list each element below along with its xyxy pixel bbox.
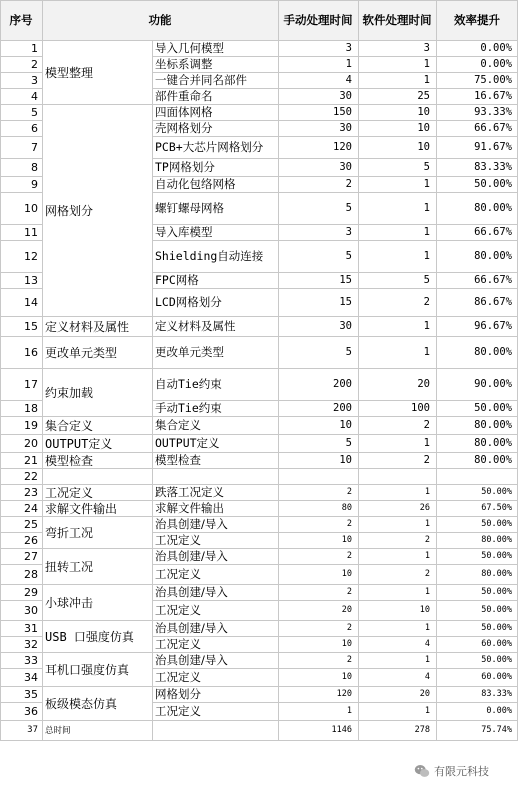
manual-time-cell[interactable]: 15 [339,274,352,286]
manual-time-cell[interactable]: 5 [345,437,352,449]
efficiency-cell[interactable]: 66.67% [474,226,512,238]
header-seq[interactable]: 序号 [0,0,42,40]
software-time-cell[interactable]: 2 [424,569,430,579]
item-cell[interactable]: 治具创建/导入 [155,517,228,531]
item-cell[interactable]: 四面体网格 [155,105,213,119]
grid-line [0,88,42,89]
item-cell[interactable]: 求解文件输出 [155,501,224,515]
seq-cell[interactable]: 8 [31,160,38,174]
grid-line [0,104,518,105]
manual-time-cell[interactable]: 15 [339,296,352,308]
software-time-cell[interactable]: 26 [419,503,430,513]
seq-cell[interactable]: 7 [31,140,38,154]
grid-line [152,176,518,177]
efficiency-cell[interactable]: 50.00% [474,402,512,414]
seq-cell[interactable]: 14 [24,295,38,309]
item-cell[interactable]: 治具创建/导入 [155,549,228,563]
manual-time-cell[interactable]: 200 [333,378,352,390]
item-cell[interactable]: 治具创建/导入 [155,621,228,635]
manual-time-cell[interactable]: 10 [341,639,352,649]
item-cell[interactable]: 导入库模型 [155,225,213,239]
software-time-cell[interactable]: 1 [424,587,430,597]
grid-line [0,452,518,453]
software-time-cell[interactable]: 1 [424,655,430,665]
grid-line [152,636,518,637]
software-time-cell[interactable]: 278 [414,725,430,735]
manual-time-cell[interactable]: 3 [345,42,352,54]
software-time-cell[interactable]: 10 [417,141,430,153]
seq-cell[interactable]: 29 [24,585,38,599]
grid-line [0,720,518,721]
grid-line [0,668,42,669]
efficiency-cell[interactable]: 90.00% [474,378,512,390]
item-cell[interactable]: 螺钉螺母网格 [155,201,224,215]
category-cell[interactable]: 模型检查 [45,453,94,468]
manual-time-cell[interactable]: 3 [345,226,352,238]
grid-line [152,702,518,703]
software-time-cell[interactable]: 10 [417,106,430,118]
seq-cell[interactable]: 24 [24,501,38,515]
item-cell[interactable]: 集合定义 [155,418,201,432]
seq-cell[interactable]: 4 [31,89,38,103]
grid-line [0,336,518,337]
grid-line [0,468,518,469]
grid-line [0,400,42,401]
category-cell[interactable]: 工况定义 [45,485,94,500]
efficiency-cell[interactable]: 80.00% [481,569,512,579]
manual-time-cell[interactable]: 2 [346,487,352,497]
manual-time-cell[interactable]: 30 [339,122,352,134]
item-cell[interactable]: OUTPUT定义 [155,436,220,450]
item-cell[interactable]: TP网格划分 [155,160,215,174]
grid-line [0,40,518,41]
efficiency-cell[interactable]: 66.67% [474,122,512,134]
item-cell[interactable]: 治具创建/导入 [155,653,228,667]
efficiency-cell[interactable]: 75.00% [474,74,512,86]
item-cell[interactable]: 工况定义 [155,670,201,684]
item-cell[interactable]: 网格划分 [155,687,201,701]
category-cell[interactable]: 弯折工况 [45,525,94,540]
item-cell[interactable]: 坐标系调整 [155,57,213,71]
efficiency-cell[interactable]: 50.00% [481,519,512,529]
manual-time-cell[interactable]: 20 [341,605,352,615]
manual-time-cell[interactable]: 1 [346,706,352,716]
item-cell[interactable]: 工况定义 [155,637,201,651]
efficiency-cell[interactable]: 80.00% [474,250,512,262]
category-cell[interactable]: 板级模态仿真 [45,696,118,711]
grid-line [152,72,518,73]
grid-line [0,272,42,273]
seq-cell[interactable]: 22 [24,469,38,483]
efficiency-cell[interactable]: 66.67% [474,274,512,286]
seq-cell[interactable]: 25 [24,517,38,531]
grid-line [152,600,518,601]
manual-time-cell[interactable]: 5 [345,346,352,358]
grid-line [0,584,518,585]
grid-line [0,0,1,740]
manual-time-cell[interactable]: 2 [346,655,352,665]
software-time-cell[interactable]: 25 [417,90,430,102]
item-cell[interactable]: 跌落工况定义 [155,485,224,499]
efficiency-cell[interactable] [436,468,518,484]
item-cell[interactable]: LCD网格划分 [155,295,222,309]
manual-time-cell[interactable]: 5 [345,202,352,214]
manual-time-cell[interactable]: 10 [341,569,352,579]
grid-line [0,72,42,73]
item-cell[interactable]: 工况定义 [155,533,201,547]
software-time-cell[interactable]: 2 [423,454,430,466]
grid-line [0,702,42,703]
seq-cell[interactable]: 26 [24,533,38,547]
grid-line [0,56,42,57]
grid-line [0,240,42,241]
grid-line [152,120,518,121]
manual-time-cell[interactable]: 4 [345,74,352,86]
efficiency-cell[interactable]: 80.00% [474,202,512,214]
manual-time-cell[interactable]: 1 [345,58,352,70]
manual-time-cell[interactable]: 200 [333,402,352,414]
watermark-text: 有限元科技 [434,765,489,778]
category-cell[interactable]: 耳机口强度仿真 [45,662,130,677]
manual-time-cell[interactable]: 80 [341,503,352,513]
software-time-cell[interactable]: 1 [424,551,430,561]
efficiency-cell[interactable]: 60.00% [481,639,512,649]
efficiency-cell[interactable]: 50.00% [481,605,512,615]
manual-time-cell[interactable] [278,468,358,484]
grid-line [0,434,518,435]
manual-time-cell[interactable]: 10 [341,535,352,545]
grid-line [152,532,518,533]
grid-line [0,500,518,501]
grid-line [152,400,518,401]
software-time-cell[interactable]: 10 [419,605,430,615]
category-cell[interactable] [42,468,152,484]
seq-cell[interactable]: 30 [24,603,38,617]
grid-line [0,532,42,533]
category-cell[interactable]: 总时间 [45,726,71,736]
seq-cell[interactable]: 16 [24,345,38,359]
grid-line [0,620,518,621]
item-cell[interactable]: 自动Tie约束 [155,377,222,391]
software-time-cell[interactable]: 4 [424,672,430,682]
item-cell[interactable]: 定义材料及属性 [155,319,236,333]
efficiency-cell[interactable]: 50.00% [481,551,512,561]
header-feature[interactable]: 功能 [42,0,278,40]
watermark [412,762,491,780]
seq-cell[interactable]: 28 [24,567,38,581]
category-cell[interactable]: 集合定义 [45,418,94,433]
grid-line [152,56,518,57]
grid-line [152,136,518,137]
efficiency-cell[interactable]: 50.00% [481,655,512,665]
manual-time-cell[interactable]: 5 [345,250,352,262]
manual-time-cell[interactable]: 30 [339,161,352,173]
seq-cell[interactable]: 15 [24,319,38,333]
header-manual-time[interactable]: 手动处理时间 [278,0,358,40]
grid-line [152,564,518,565]
grid-line [0,136,42,137]
category-cell[interactable]: 扭转工况 [45,559,94,574]
software-time-cell[interactable]: 100 [411,402,430,414]
software-time-cell[interactable]: 10 [417,122,430,134]
manual-time-cell[interactable]: 10 [339,454,352,466]
grid-line [42,0,43,740]
grid-line [0,316,518,317]
efficiency-cell[interactable]: 60.00% [481,672,512,682]
seq-cell[interactable]: 9 [31,177,38,191]
item-cell[interactable]: 导入几何模型 [155,41,224,55]
seq-cell[interactable]: 34 [24,670,38,684]
software-time-cell[interactable]: 20 [417,378,430,390]
efficiency-cell[interactable]: 86.67% [474,296,512,308]
efficiency-cell[interactable]: 0.00% [486,706,512,716]
item-cell[interactable]: 模型检查 [155,453,201,467]
category-cell[interactable]: OUTPUT定义 [45,436,113,451]
seq-cell[interactable]: 13 [24,273,38,287]
item-cell[interactable]: 工况定义 [155,603,201,617]
software-time-cell[interactable]: 1 [423,58,430,70]
item-cell[interactable]: 一键合并同名部件 [155,73,247,87]
grid-line [0,564,42,565]
header-software-time[interactable]: 软件处理时间 [358,0,436,40]
efficiency-cell[interactable]: 0.00% [480,58,512,70]
seq-cell[interactable]: 10 [24,201,38,215]
software-time-cell[interactable]: 5 [423,161,430,173]
grid-line [0,636,42,637]
manual-time-cell[interactable]: 2 [345,178,352,190]
item-cell[interactable]: PCB+大芯片网格划分 [155,140,264,154]
manual-time-cell[interactable]: 2 [346,587,352,597]
seq-cell[interactable]: 37 [27,725,38,735]
grid-line [0,416,518,417]
item-cell[interactable] [152,468,278,484]
grid-line [0,516,518,517]
grid-line [436,0,437,740]
software-time-cell[interactable]: 3 [423,42,430,54]
manual-time-cell[interactable]: 2 [346,551,352,561]
seq-cell[interactable]: 35 [24,687,38,701]
item-cell[interactable]: 工况定义 [155,567,201,581]
category-cell[interactable]: 约束加载 [45,385,94,400]
grid-line [152,668,518,669]
category-cell[interactable]: 更改单元类型 [45,345,118,360]
manual-time-cell[interactable]: 120 [333,141,352,153]
grid-line [0,686,518,687]
efficiency-cell[interactable]: 93.33% [474,106,512,118]
grid-line [0,224,42,225]
software-time-cell[interactable]: 1 [423,437,430,449]
efficiency-cell[interactable]: 80.00% [474,454,512,466]
manual-time-cell[interactable]: 30 [339,90,352,102]
item-cell[interactable]: 手动Tie约束 [155,401,222,415]
item-cell[interactable]: FPC网格 [155,273,199,287]
grid-line [152,240,518,241]
software-time-cell[interactable]: 20 [419,689,430,699]
grid-line [152,88,518,89]
grid-line [0,120,42,121]
manual-time-cell[interactable]: 120 [336,689,352,699]
software-time-cell[interactable]: 1 [423,74,430,86]
seq-cell[interactable]: 27 [24,549,38,563]
software-time-cell[interactable]: 1 [423,250,430,262]
grid-line [152,224,518,225]
manual-time-cell[interactable]: 150 [333,106,352,118]
efficiency-cell[interactable]: 83.33% [474,161,512,173]
efficiency-cell[interactable]: 83.33% [481,689,512,699]
seq-cell[interactable]: 18 [24,401,38,415]
grid-line [0,484,518,485]
software-time-cell[interactable]: 4 [424,639,430,649]
grid-line [152,272,518,273]
grid-line [152,288,518,289]
item-cell[interactable]: Shielding自动连接 [155,249,264,263]
manual-time-cell[interactable]: 10 [339,419,352,431]
software-time-cell[interactable]: 2 [424,535,430,545]
software-time-cell[interactable]: 1 [423,226,430,238]
header-efficiency[interactable]: 效率提升 [436,0,518,40]
efficiency-cell[interactable]: 80.00% [481,535,512,545]
seq-cell[interactable]: 1 [31,41,38,55]
software-time-cell[interactable]: 1 [424,487,430,497]
seq-cell[interactable]: 3 [31,73,38,87]
grid-line [0,176,42,177]
grid-line [358,0,359,740]
efficiency-cell[interactable]: 67.50% [481,503,512,513]
item-cell[interactable]: 自动化包络网格 [155,177,236,191]
software-time-cell[interactable]: 1 [424,706,430,716]
item-cell[interactable]: 工况定义 [155,704,201,718]
seq-cell[interactable]: 11 [24,225,38,239]
seq-cell[interactable]: 20 [24,436,38,450]
efficiency-cell[interactable]: 50.00% [481,587,512,597]
item-cell[interactable]: 更改单元类型 [155,345,224,359]
software-time-cell[interactable]: 5 [423,274,430,286]
software-time-cell[interactable]: 1 [424,623,430,633]
efficiency-cell[interactable]: 91.67% [474,141,512,153]
category-cell[interactable]: 定义材料及属性 [45,319,130,334]
grid-line [278,0,279,740]
efficiency-cell[interactable]: 50.00% [474,178,512,190]
software-time-cell[interactable]: 2 [423,296,430,308]
efficiency-cell[interactable]: 50.00% [481,487,512,497]
grid-line [152,158,518,159]
software-time-cell[interactable]: 1 [423,202,430,214]
grid-line [0,548,518,549]
efficiency-cell[interactable]: 16.67% [474,90,512,102]
grid-line [0,192,42,193]
seq-cell[interactable]: 36 [24,704,38,718]
efficiency-cell[interactable]: 80.00% [474,346,512,358]
efficiency-cell[interactable]: 80.00% [474,419,512,431]
software-time-cell[interactable]: 2 [423,419,430,431]
manual-time-cell[interactable]: 30 [339,320,352,332]
software-time-cell[interactable]: 1 [423,178,430,190]
efficiency-cell[interactable]: 0.00% [480,42,512,54]
category-cell[interactable]: USB 口强度仿真 [45,629,134,644]
seq-cell[interactable]: 2 [31,57,38,71]
efficiency-cell[interactable]: 75.74% [481,725,512,735]
software-time-cell[interactable]: 1 [423,320,430,332]
seq-cell[interactable]: 23 [24,485,38,499]
item-cell[interactable]: 部件重命名 [155,89,213,103]
item-cell[interactable]: 壳网格划分 [155,121,213,135]
category-cell[interactable]: 小球冲击 [45,595,94,610]
seq-cell[interactable]: 5 [31,105,38,119]
grid-line [0,158,42,159]
software-time-cell[interactable]: 1 [423,346,430,358]
efficiency-cell[interactable]: 80.00% [474,437,512,449]
manual-time-cell[interactable]: 1146 [331,725,352,735]
grid-line [0,600,42,601]
manual-time-cell[interactable]: 2 [346,519,352,529]
efficiency-cell[interactable]: 96.67% [474,320,512,332]
grid-line [152,192,518,193]
seq-cell[interactable]: 6 [31,121,38,135]
grid-line [0,288,42,289]
category-cell[interactable]: 网格划分 [45,203,94,218]
efficiency-cell[interactable]: 50.00% [481,623,512,633]
grid-line [0,652,518,653]
grid-line [0,740,518,741]
seq-cell[interactable]: 31 [24,621,38,635]
item-cell[interactable]: 治具创建/导入 [155,585,228,599]
seq-cell[interactable]: 17 [24,377,38,391]
wechat-icon [414,763,430,779]
category-cell[interactable]: 模型整理 [45,65,94,80]
seq-cell[interactable]: 21 [24,453,38,467]
software-time-cell[interactable]: 1 [424,519,430,529]
grid-line [152,40,153,740]
seq-cell[interactable]: 32 [24,637,38,651]
software-time-cell[interactable] [358,468,436,484]
seq-cell[interactable]: 33 [24,653,38,667]
category-cell[interactable]: 求解文件输出 [45,501,118,516]
seq-cell[interactable]: 19 [24,418,38,432]
manual-time-cell[interactable]: 2 [346,623,352,633]
grid-line [0,0,518,1]
grid-line [0,368,518,369]
seq-cell[interactable]: 12 [24,249,38,263]
manual-time-cell[interactable]: 10 [341,672,352,682]
item-cell[interactable] [152,720,278,740]
